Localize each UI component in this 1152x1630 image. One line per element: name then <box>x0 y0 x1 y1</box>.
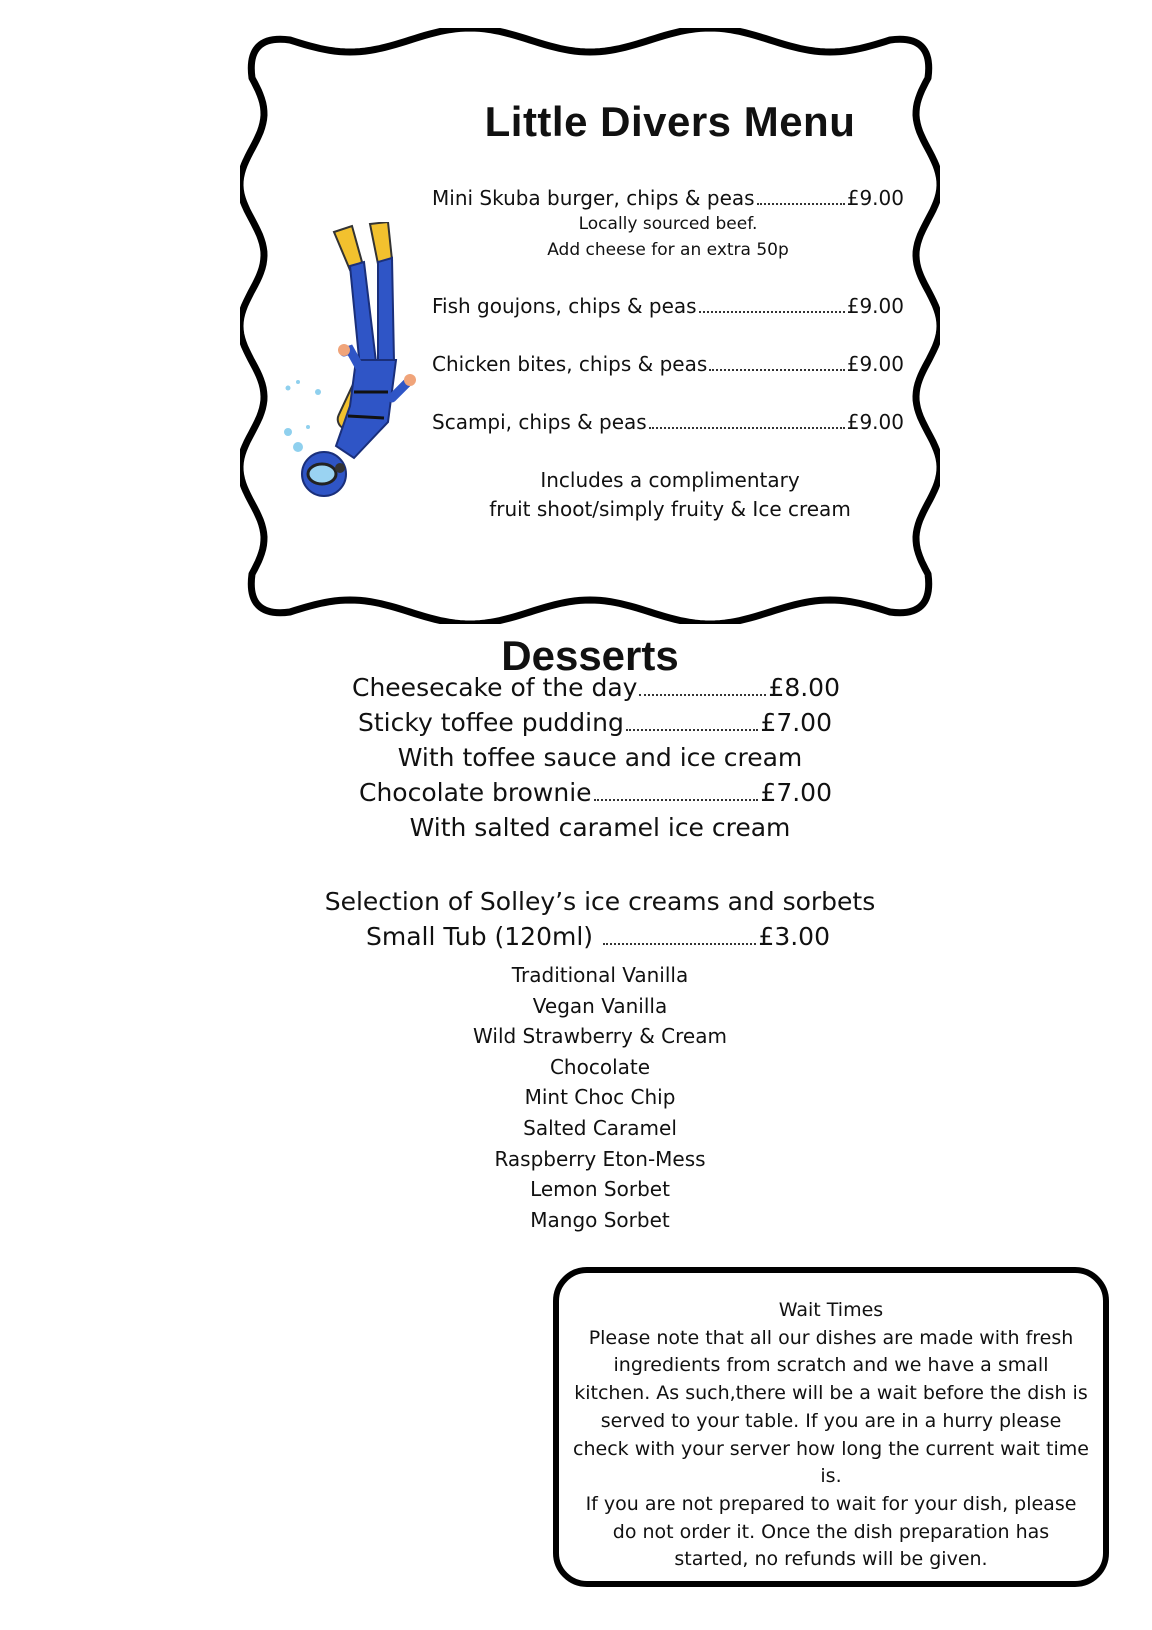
flavour-item: Mint Choc Chip <box>524 1085 676 1110</box>
wait-times-paragraph: If you are not prepared to wait for your dish, please do not order it. Once the dish preparation has started, no refunds will be given. <box>585 1492 1077 1571</box>
item-name: Cheesecake of the day <box>352 673 638 702</box>
desserts-title: Desserts <box>501 632 679 679</box>
kids-menu-item <box>432 352 904 380</box>
kids-includes-line: Includes a complimentary <box>540 468 800 492</box>
dot-leader <box>649 427 845 429</box>
flavour-list <box>420 960 780 1235</box>
flavour-item: Vegan Vanilla <box>532 993 668 1018</box>
dessert-item <box>352 673 840 707</box>
item-note: Locally sourced beef. <box>578 214 758 234</box>
kids-menu-item <box>432 410 904 438</box>
item-name: Chocolate brownie <box>359 778 592 807</box>
item-name: Mini Skuba burger, chips & peas <box>432 186 755 210</box>
item-price: £7.00 <box>760 708 832 737</box>
wait-times-paragraph: Please note that all our dishes are made with fresh ingredients from scratch and we have a small kitchen. As such,there will be a wait before the dish is served to your table. If you are in a hurry please check with your server how long the current wait time is. <box>573 1326 1089 1488</box>
item-price: £8.00 <box>768 673 840 702</box>
dot-leader <box>709 369 844 371</box>
dessert-item <box>358 708 832 742</box>
item-price: £9.00 <box>846 294 904 318</box>
kids-menu-item <box>432 294 904 322</box>
bubbles <box>284 380 321 452</box>
flavour-item: Salted Caramel <box>523 1115 677 1140</box>
flavour-item: Raspberry Eton-Mess <box>494 1146 706 1171</box>
item-price: £9.00 <box>846 186 904 210</box>
wait-times-box <box>553 1267 1109 1587</box>
item-note: Add cheese for an extra 50p <box>547 240 789 260</box>
dot-leader <box>699 311 845 313</box>
size-label: Small Tub (120ml) <box>366 922 601 951</box>
item-name: Chicken bites, chips & peas <box>432 352 708 376</box>
scuba-diver-icon <box>284 222 444 522</box>
item-price: £7.00 <box>760 778 832 807</box>
flavour-item: Traditional Vanilla <box>511 963 689 987</box>
wait-times-title: Wait Times <box>778 1299 884 1321</box>
item-name: Sticky toffee pudding <box>358 708 624 737</box>
size-price: £3.00 <box>758 922 830 951</box>
ice-cream-size <box>366 922 830 956</box>
kids-includes-line: fruit shoot/simply fruity & Ice cream <box>489 497 851 521</box>
item-price: £9.00 <box>846 410 904 434</box>
kids-menu-item <box>432 186 904 214</box>
item-name: Scampi, chips & peas <box>432 410 647 434</box>
dessert-note: With salted caramel ice cream <box>409 813 791 842</box>
dessert-item <box>359 778 832 812</box>
item-name: Fish goujons, chips & peas <box>432 294 697 318</box>
dot-leader <box>594 799 759 801</box>
dot-leader <box>626 729 759 731</box>
kids-menu-title: Little Divers Menu <box>484 98 856 145</box>
flavour-item: Chocolate <box>549 1054 651 1079</box>
dot-leader <box>603 943 756 945</box>
dot-leader <box>639 694 766 696</box>
dot-leader <box>757 203 845 205</box>
flavour-item: Mango Sorbet <box>530 1207 670 1232</box>
flavour-item: Wild Strawberry & Cream <box>473 1024 727 1049</box>
dessert-note: With toffee sauce and ice cream <box>397 743 803 772</box>
ice-cream-heading: Selection of Solley’s ice creams and sorbets <box>324 887 876 916</box>
item-price: £9.00 <box>846 352 904 376</box>
flavour-item: Lemon Sorbet <box>530 1177 670 1202</box>
